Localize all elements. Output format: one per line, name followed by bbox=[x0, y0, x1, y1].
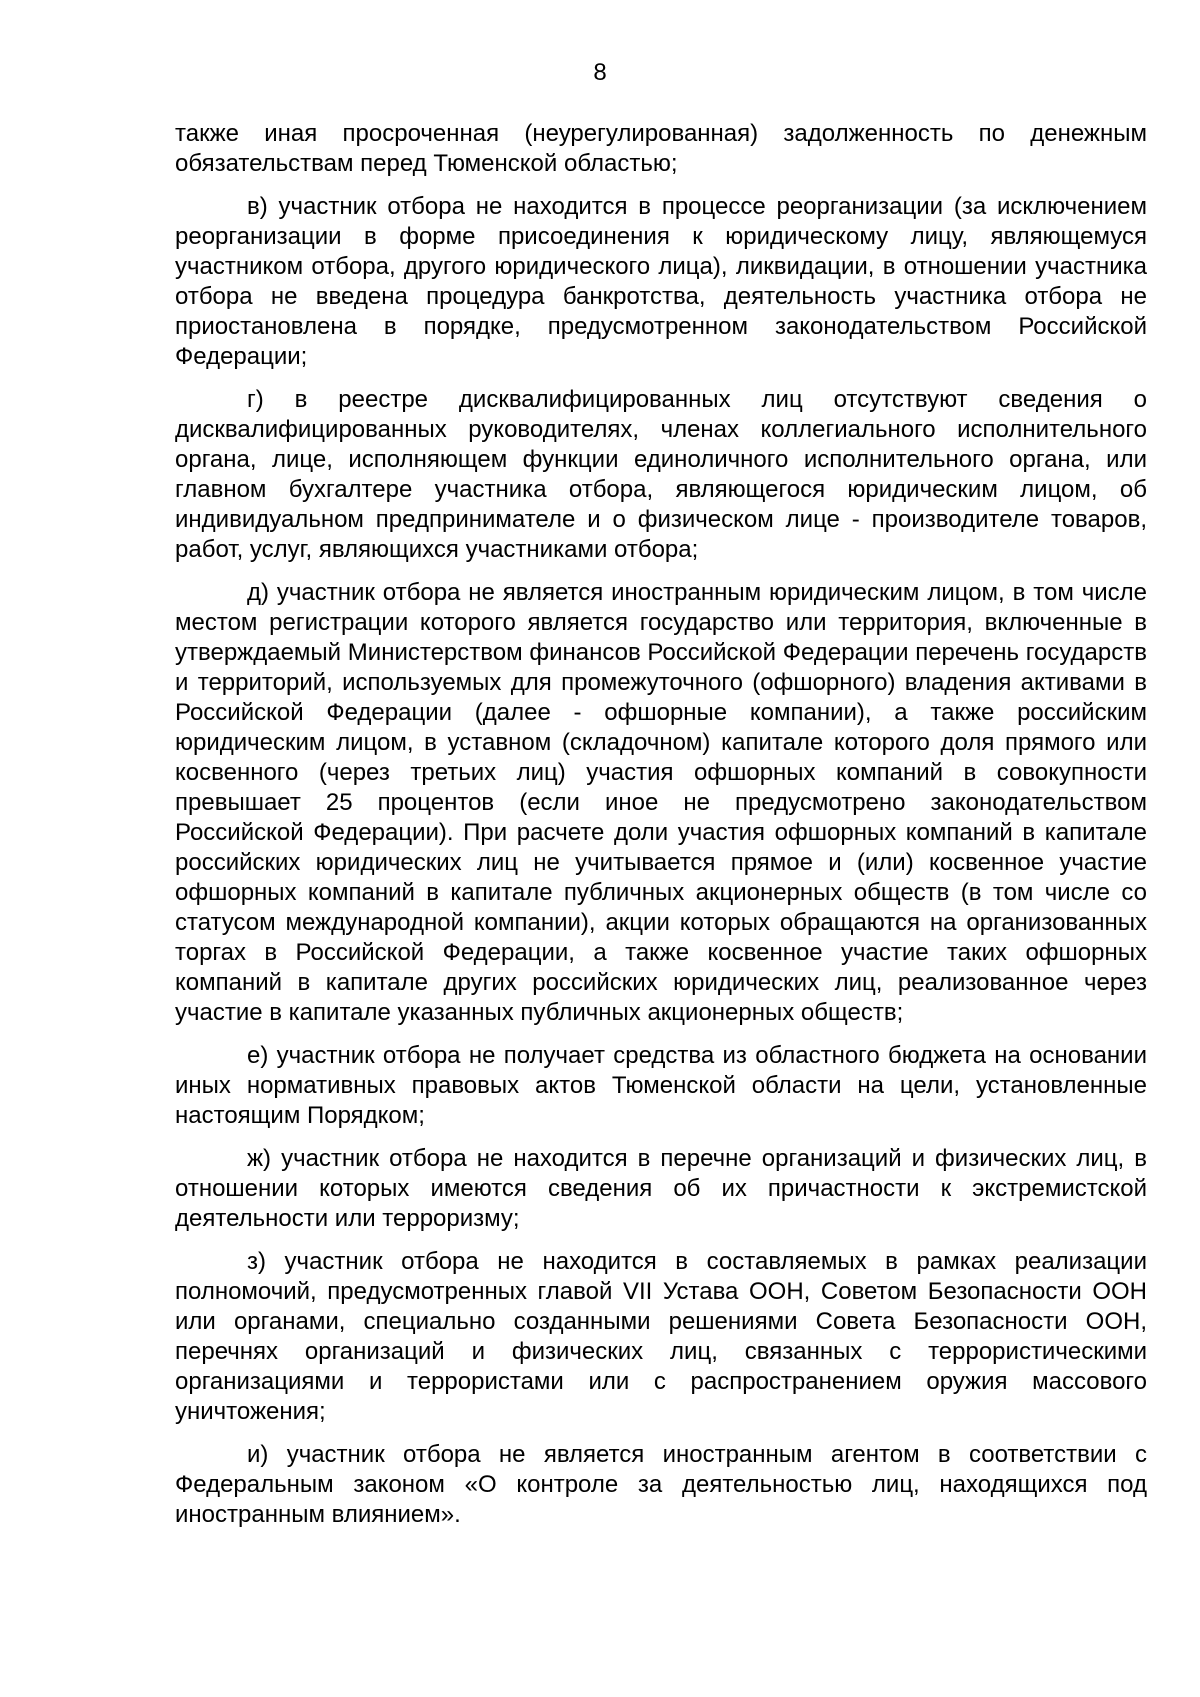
paragraph-item-v: в) участник отбора не находится в процессе реорганизации (за исключением реорганизации в форме присоединения к юридическому лицу, являющемуся участником отбора, другого юридического лица), ликвидации, в отношении участника отбора не введена процедура банкротства, деятельность участника отбора не приостановлена в порядке, предусмотренном законодательством Российской Федерации; bbox=[175, 193, 1147, 370]
paragraph-item-g: г) в реестре дисквалифицированных лиц отсутствуют сведения о дисквалифицированных руководителях, членах коллегиального исполнительного органа, лице, исполняющем функции единоличного исполнительного органа, или главном бухгалтере участника отбора, являющегося юридическим лицом, об индивидуальном предпринимателе и о физическом лице - производителе товаров, работ, услуг, являющихся участниками отбора; bbox=[175, 386, 1147, 563]
page-number: 8 bbox=[593, 59, 607, 86]
paragraph-item-z: з) участник отбора не находится в составляемых в рамках реализации полномочий, предусмотренных главой VII Устава ООН, Советом Безопасности ООН или органами, специально созданными решениями Совета Безопасности ООН, перечнях организаций и физических лиц, связанных с террористическими организациями и террористами или с распространением оружия массового уничтожения; bbox=[175, 1248, 1147, 1425]
paragraph-item-d: д) участник отбора не является иностранным юридическим лицом, в том числе местом регистрации которого является государство или территория, включенные в утверждаемый Министерством финансов Российской Федерации перечень государств и территорий, используемых для промежуточного (офшорного) владения активами в Российской Федерации (далее - офшорные компании), а также российским юридическим лицом, в уставном (складочном) капитале которого доля прямого или косвенного (через третьих лиц) участия офшорных компаний в совокупности превышает 25 процентов (если иное не предусмотрено законодательством Российской Федерации). При расчете доли участия офшорных компаний в капитале российских юридических лиц не учитывается прямое и (или) косвенное участие офшорных компаний в капитале публичных акционерных обществ (в том числе со статусом международной компании), акции которых обращаются на организованных торгах в Российской Федерации, а также косвенное участие таких офшорных компаний в капитале других российских юридических лиц, реализованное через участие в капитале указанных публичных акционерных обществ; bbox=[175, 579, 1147, 1026]
paragraph-item-i: и) участник отбора не является иностранным агентом в соответствии с Федеральным законом «О контроле за деятельностью лиц, находящихся под иностранным влиянием». bbox=[175, 1441, 1147, 1528]
paragraph-item-e: е) участник отбора не получает средства из областного бюджета на основании иных нормативных правовых актов Тюменской области на цели, установленные настоящим Порядком; bbox=[175, 1042, 1147, 1129]
document-body bbox=[175, 119, 1147, 1543]
paragraph-item-zh: ж) участник отбора не находится в перечне организаций и физических лиц, в отношении которых имеются сведения об их причастности к экстремистской деятельности или терроризму; bbox=[175, 1145, 1147, 1232]
paragraph-continuation: также иная просроченная (неурегулированная) задолженность по денежным обязательствам перед Тюменской областью; bbox=[175, 120, 1147, 177]
